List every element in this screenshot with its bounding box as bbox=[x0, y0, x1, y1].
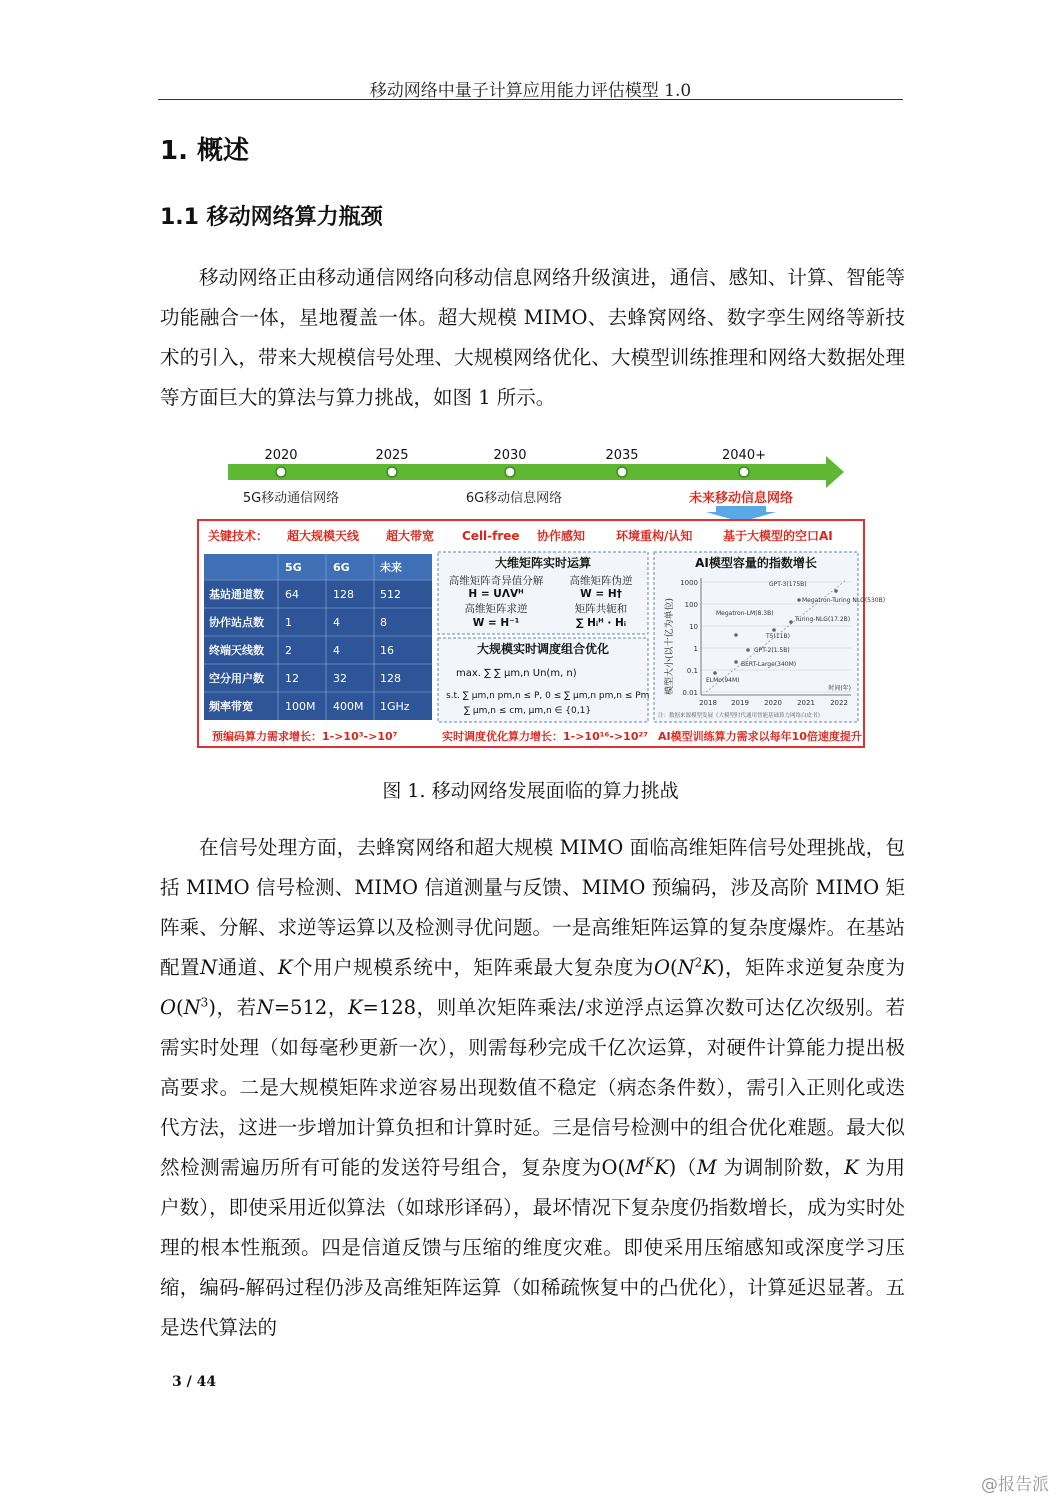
era-6g: 6G移动信息网络 bbox=[465, 491, 563, 506]
ai-growth-chart bbox=[654, 552, 885, 722]
y-tick: 100 bbox=[684, 601, 698, 609]
var-o-upright: O bbox=[601, 1156, 618, 1179]
var-n: N bbox=[256, 996, 274, 1019]
text-run: （ bbox=[676, 1156, 697, 1179]
page-number: 3 / 44 bbox=[172, 1374, 217, 1390]
ai-training-growth: AI模型训练算力需求以每年10倍速度提升 bbox=[658, 730, 862, 743]
table-row-label: 频率带宽 bbox=[209, 700, 253, 713]
section-heading: 1. 概述 bbox=[160, 136, 250, 166]
table-cell: 128 bbox=[333, 588, 354, 601]
text-run: =512， bbox=[273, 996, 348, 1019]
table-cell: 1 bbox=[285, 616, 292, 629]
var-k: K bbox=[844, 1156, 859, 1179]
text-run: =128，则单次矩阵乘法/求逆浮点运算次数可达亿次级别。若需实时处理（如每毫秒更新一次），则需每秒完成千亿次运算，对硬件计算能力提出极高要求。二是大规模矩阵求逆容易出现数值不稳定（病态条件数），需引入正则化或迭代方法，这进一步增加计算负担和计算时延。三是信号检测中的组合优化难题。最大似然检测需遍历所有可能的发送符号组合，复杂度为 bbox=[160, 996, 905, 1179]
y-tick: 10 bbox=[689, 623, 698, 631]
matrix-ops-box bbox=[438, 552, 648, 634]
table-row-label: 空分用户数 bbox=[209, 672, 264, 685]
table-header: 未来 bbox=[380, 561, 402, 574]
key-tech-item: 环境重构/认知 bbox=[616, 529, 693, 543]
figure-caption: 图 1. 移动网络发展面临的算力挑战 bbox=[382, 780, 679, 802]
text-run: 为用户数），即使采用近似算法（如球形译码），最坏情况下复杂度仍指数增长，成为实时处理的根本性瓶颈。四是信道反馈与压缩的维度灾难。即使采用压缩感知或深度学习压缩，编码-解码过程仍涉及高维矩阵运算（如稀疏恢复中的凸优化），计算延迟显著。五是迭代算法的 bbox=[160, 1156, 905, 1339]
key-tech-item: Cell-free bbox=[462, 529, 520, 543]
table-row-label: 基站通道数 bbox=[209, 588, 264, 601]
point-label: ELMo(94M) bbox=[706, 677, 740, 684]
matrix-op-formula: H = UΛVᴴ bbox=[468, 588, 524, 600]
opt-constraint: ∑ μm,n ≤ cm, μm,n ∈ {0,1} bbox=[464, 706, 592, 716]
key-tech-item: 超大带宽 bbox=[386, 529, 435, 543]
key-tech-label: 关键技术： bbox=[208, 529, 269, 543]
matrix-op-formula: W = H† bbox=[580, 588, 622, 600]
opt-constraint: s.t. ∑ μm,n pm,n ≤ P, 0 ≤ ∑ μm,n pm,n ≤ Pm bbox=[446, 691, 650, 701]
table-cell: 8 bbox=[380, 616, 387, 629]
chart-title: AI模型容量的指数增长 bbox=[695, 556, 817, 570]
table-cell: 128 bbox=[380, 672, 401, 685]
text-run: ，矩阵求逆复杂度为 bbox=[724, 956, 905, 979]
text-run: 在信号处理方面，去蜂窝网络和超大规模 MIMO 面临高维矩阵信号处理挑战，包括 MIMO 信号检测、MIMO 信道测量与反馈、MIMO 预编码，涉及高阶 MIMO 矩阵乘、分解、求逆等运算以及检测寻优问题。一是高维矩阵运算的复杂度爆炸。在基站配置 bbox=[160, 836, 905, 979]
point-label: Megatron-LM(8.3B) bbox=[716, 610, 774, 617]
matrix-op-formula: ∑ Hᵢᴴ · Hᵢ bbox=[575, 617, 627, 629]
year-label: 2020 bbox=[264, 448, 298, 463]
year-label: 2030 bbox=[493, 448, 527, 463]
y-tick: 1 bbox=[693, 645, 698, 653]
exponent: K bbox=[645, 1155, 655, 1170]
var-k: K bbox=[654, 1156, 669, 1179]
point-label: GPT-3(175B) bbox=[769, 581, 807, 588]
header-rule bbox=[158, 99, 903, 100]
table-cell: 400M bbox=[333, 700, 364, 713]
text-run: 个用户规模系统中，矩阵乘最大复杂度为 bbox=[292, 956, 654, 979]
point-label: Megatron-Turing NLG(530B) bbox=[802, 597, 886, 604]
y-tick: 1000 bbox=[680, 579, 698, 587]
matrix-op-label: 高维矩阵求逆 bbox=[464, 603, 528, 615]
table-cell: 4 bbox=[333, 644, 340, 657]
matrix-op-formula: W = H⁻¹ bbox=[472, 617, 520, 629]
matrix-op-label: 矩阵共轭和 bbox=[574, 603, 628, 615]
opt-box-title: 大规模实时调度组合优化 bbox=[476, 642, 610, 656]
table-header: 5G bbox=[285, 561, 302, 574]
table-cell: 1GHz bbox=[380, 700, 410, 713]
table-cell: 512 bbox=[380, 588, 401, 601]
watermark: @报告派 bbox=[981, 1475, 1049, 1495]
table-cell: 12 bbox=[285, 672, 299, 685]
era-future: 未来移动信息网络 bbox=[688, 491, 794, 506]
point-label: GPT-2(1.5B) bbox=[754, 647, 790, 654]
x-tick: 2021 bbox=[797, 699, 815, 707]
key-tech-item: 基于大模型的空口AI bbox=[723, 529, 833, 543]
point-label: Turing-NLG(17.2B) bbox=[795, 616, 851, 623]
point-label: T5(11B) bbox=[766, 633, 790, 640]
capability-table bbox=[204, 554, 432, 720]
exponent: 2 bbox=[694, 955, 703, 970]
text-run: 为调制阶数， bbox=[716, 1156, 845, 1179]
era-5g: 5G移动通信网络 bbox=[242, 491, 340, 506]
var-m: M bbox=[696, 1156, 717, 1179]
table-row-label: 协作站点数 bbox=[209, 616, 264, 629]
exponent: 3 bbox=[200, 995, 209, 1010]
key-tech-item: 协作感知 bbox=[537, 529, 586, 543]
table-cell: 16 bbox=[380, 644, 394, 657]
subsection-heading: 1.1 移动网络算力瓶颈 bbox=[160, 205, 383, 230]
timeline-years bbox=[264, 448, 766, 463]
table-cell: 100M bbox=[285, 700, 316, 713]
var-k: K bbox=[277, 956, 293, 979]
var-n: N bbox=[677, 956, 695, 979]
var-n: N bbox=[183, 996, 201, 1019]
matrix-op-label: 高维矩阵伪逆 bbox=[569, 575, 633, 587]
year-label: 2040+ bbox=[722, 448, 766, 463]
point-label: BERT-Large(340M) bbox=[741, 661, 797, 668]
scheduling-box bbox=[438, 638, 649, 722]
table-cell: 64 bbox=[285, 588, 299, 601]
table-cell: 4 bbox=[333, 616, 340, 629]
intro-paragraph: 移动网络正由移动通信网络向移动信息网络升级演进，通信、感知、计算、智能等功能融合一体，星地覆盖一体。超大规模 MIMO、去蜂窝网络、数字孪生网络等新技术的引入，带来大规模信号处理、大规模网络优化、大模型训练推理和网络大数据处理等方面巨大的算法与算力挑战，如图 1 所示。 bbox=[160, 266, 905, 409]
var-k: K bbox=[702, 956, 717, 979]
var-o: O bbox=[653, 956, 670, 979]
chart-xlabel: 时间(年) bbox=[828, 685, 851, 692]
scheduling-growth: 实时调度优化算力增长：1->10¹⁶->10²⁷ bbox=[442, 730, 649, 743]
var-n: N bbox=[200, 956, 218, 979]
text-run: ，若 bbox=[215, 996, 257, 1019]
x-tick: 2019 bbox=[731, 699, 749, 707]
x-tick: 2020 bbox=[764, 699, 782, 707]
table-header: 6G bbox=[333, 561, 350, 574]
signal-processing-paragraph: 在信号处理方面，去蜂窝网络和超大规模 MIMO 面临高维矩阵信号处理挑战，包括 MIMO 信号检测、MIMO 信道测量与反馈、MIMO 预编码，涉及高阶 MIMO 矩阵乘、分解、求逆等运算以及检测寻优问题。一是高维矩阵运算的复杂度爆炸。在基站配置N通道、K个用户规模系统中，矩阵乘最大复杂度为$O(N^2K)$，矩阵求逆复杂度为$O(N^3)$，若N=512，K=128，则单次矩阵乘法/求逆浮点运算次数可达亿次级别。若需实时处理（如每毫秒更新一次），则需每秒完成千亿次运算，对硬件计算能力提出极高要求。二是大规模矩阵求逆容易出现数值不稳定（病态条件数），需引入正则化或迭代方法，这进一步增加计算负担和计算时延。三是信号检测中的组合优化难题。最大似然检测需遍历所有可能的发送符号组合，复杂度为$O(M^KK)(M$ 为调制阶数，K 为用户数），即使采用近似算法（如球形译码），最坏情况下复杂度仍指数增长，成为实时处理的根本性瓶颈。四是信道反馈与压缩的维度灾难。即使采用压缩感知或深度学习压缩，编码-解码过程仍涉及高维矩阵运算（如稀疏恢复中的凸优化），计算延迟显著。五是迭代算法的 bbox=[160, 836, 905, 1339]
y-tick: 0.1 bbox=[686, 667, 698, 675]
var-o: O bbox=[160, 996, 176, 1019]
year-label: 2025 bbox=[375, 448, 409, 463]
table-cell: 2 bbox=[285, 644, 292, 657]
y-tick: 0.01 bbox=[682, 689, 698, 697]
chart-note: 注：数据来源模型发展《大模型时代通用智能基础算力网络白皮书》 bbox=[658, 713, 824, 719]
precoding-growth: 预编码算力需求增长：1->10³->10⁷ bbox=[212, 730, 398, 743]
table-row-label: 终端天线数 bbox=[209, 644, 264, 657]
figure-compute-challenges bbox=[196, 440, 886, 752]
key-tech-item: 超大规模天线 bbox=[287, 529, 360, 543]
opt-objective: max. ∑ ∑ μm,n Un(m, n) bbox=[456, 668, 577, 679]
page-header: 移动网络中量子计算应用能力评估模型 1.0 bbox=[369, 81, 692, 101]
x-tick: 2018 bbox=[699, 699, 717, 707]
x-tick: 2022 bbox=[830, 699, 848, 707]
text-run: 通道、 bbox=[217, 956, 278, 979]
var-k: K bbox=[347, 996, 363, 1019]
matrix-box-title: 大维矩阵实时运算 bbox=[494, 556, 592, 570]
table-cell: 32 bbox=[333, 672, 347, 685]
chart-ylabel: 模型大小(以十亿为单位) bbox=[665, 597, 675, 695]
var-m: M bbox=[625, 1156, 646, 1179]
matrix-op-label: 高维矩阵奇异值分解 bbox=[448, 575, 544, 587]
year-label: 2035 bbox=[605, 448, 639, 463]
